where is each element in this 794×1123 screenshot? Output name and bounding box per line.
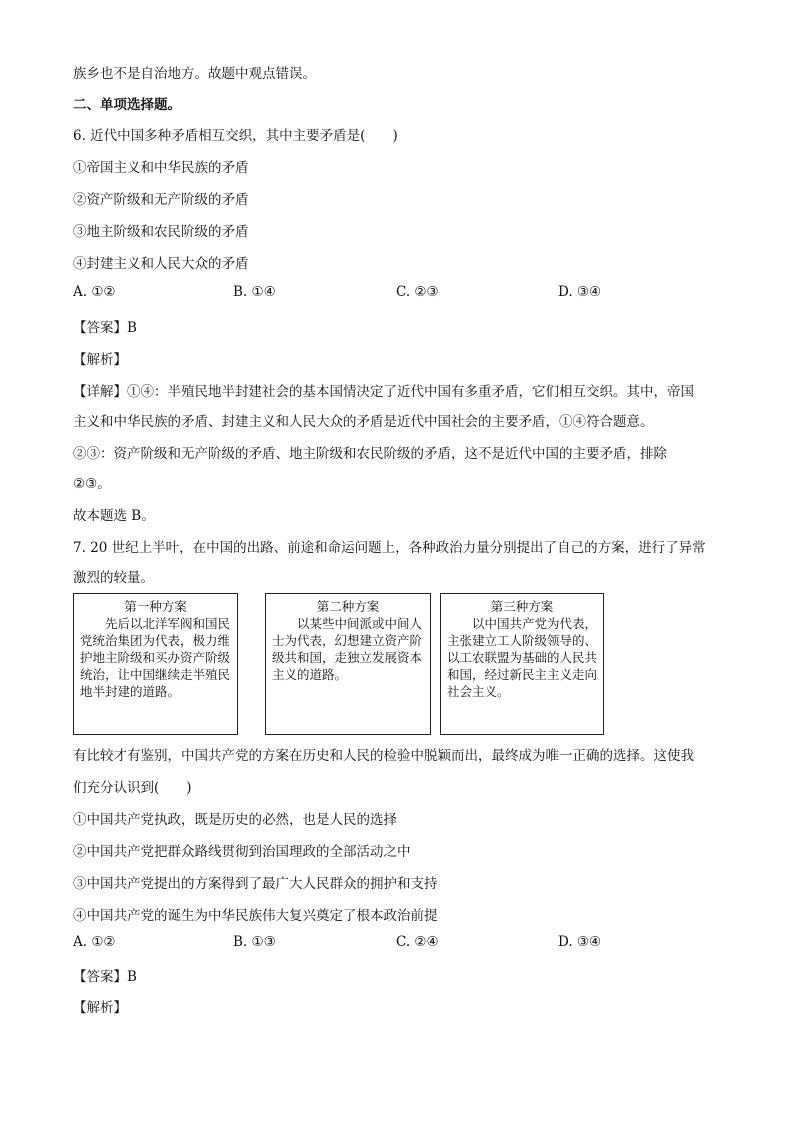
q6-option-a: A. ①② — [73, 284, 116, 300]
q7-statement-3: ③中国共产党提出的方案得到了最广大人民群众的拥护和支持 — [73, 876, 438, 892]
q7-after-line-1: 有比较才有鉴别，中国共产党的方案在历史和人民的检验中脱颖而出，最终成为唯一正确的选择。这使我 — [73, 748, 694, 764]
scheme-box-1 — [73, 593, 238, 735]
scheme-title-2: 第二种方案 — [316, 599, 380, 614]
scheme-box-3 — [440, 593, 604, 735]
q7-analysis-label: 【解析】 — [73, 1000, 127, 1016]
scheme-box-2 — [265, 593, 431, 735]
scheme-text-3: 以中国共产党为代表，主张建立工人阶级领导的、以工农联盟为基础的人民共和国，经过新民主主义走向社会主义。 — [447, 616, 598, 699]
intro-tail: 族乡也不是自治地方。故题中观点错误。 — [73, 66, 316, 82]
q6-detail-line-5: 故本题选 B。 — [73, 508, 155, 524]
q7-after-line-2: 们充分认识到( ) — [73, 780, 192, 796]
q7-statement-2: ②中国共产党把群众路线贯彻到治国理政的全部活动之中 — [73, 844, 411, 860]
q6-option-d: D. ③④ — [558, 284, 602, 300]
q7-statement-4: ④中国共产党的诞生为中华民族伟大复兴奠定了根本政治前提 — [73, 908, 438, 924]
scheme-title-1: 第一种方案 — [124, 599, 187, 614]
q6-statement-1: ①帝国主义和中华民族的矛盾 — [73, 160, 249, 176]
q6-option-c: C. ②③ — [396, 284, 439, 300]
q6-stem: 6. 近代中国多种矛盾相互交织，其中主要矛盾是( ) — [73, 128, 398, 144]
scheme-text-2: 以某些中间派或中间人士为代表，幻想建立资产阶级共和国，走独立发展资本主义的道路。 — [272, 616, 423, 682]
q7-stem-line-1: 7. 20 世纪上半叶，在中国的出路、前途和命运问题上，各种政治力量分别提出了自己的方案，进行了异常 — [73, 540, 706, 556]
q7-stem-line-2: 激烈的较量。 — [73, 570, 154, 586]
scheme-text-1: 先后以北洋军阀和国民党统治集团为代表，极力维护地主阶级和买办资产阶级统治，让中国继续走半殖民地半封建的道路。 — [80, 616, 231, 699]
q6-answer: 【答案】B — [73, 320, 137, 336]
q6-option-b: B. ①④ — [233, 284, 276, 300]
q7-answer: 【答案】B — [73, 969, 137, 985]
q7-statement-1: ①中国共产党执政，既是历史的必然，也是人民的选择 — [73, 812, 397, 828]
q6-detail-line-3: ②③：资产阶级和无产阶级的矛盾、地主阶级和农民阶级的矛盾，这不是近代中国的主要矛盾，排除 — [73, 446, 667, 462]
scheme-title-3: 第三种方案 — [490, 599, 554, 614]
q6-statement-4: ④封建主义和人民大众的矛盾 — [73, 256, 249, 272]
q6-detail-line-4: ②③。 — [73, 476, 111, 492]
q6-detail-line-2: 主义和中华民族的矛盾、封建主义和人民大众的矛盾是近代中国社会的主要矛盾，①④符合题意。 — [73, 414, 654, 430]
q7-option-d: D. ③④ — [558, 934, 602, 950]
q6-statement-3: ③地主阶级和农民阶级的矛盾 — [73, 224, 249, 240]
q7-option-b: B. ①③ — [233, 934, 276, 950]
section-title: 二、单项选择题。 — [73, 97, 181, 113]
q7-option-c: C. ②④ — [396, 934, 439, 950]
q6-detail-line-1: 【详解】①④：半殖民地半封建社会的基本国情决定了近代中国有多重矛盾，它们相互交织。其中，帝国 — [73, 384, 694, 400]
q6-analysis-label: 【解析】 — [73, 352, 127, 368]
q6-statement-2: ②资产阶级和无产阶级的矛盾 — [73, 192, 249, 208]
q7-option-a: A. ①② — [73, 934, 116, 950]
